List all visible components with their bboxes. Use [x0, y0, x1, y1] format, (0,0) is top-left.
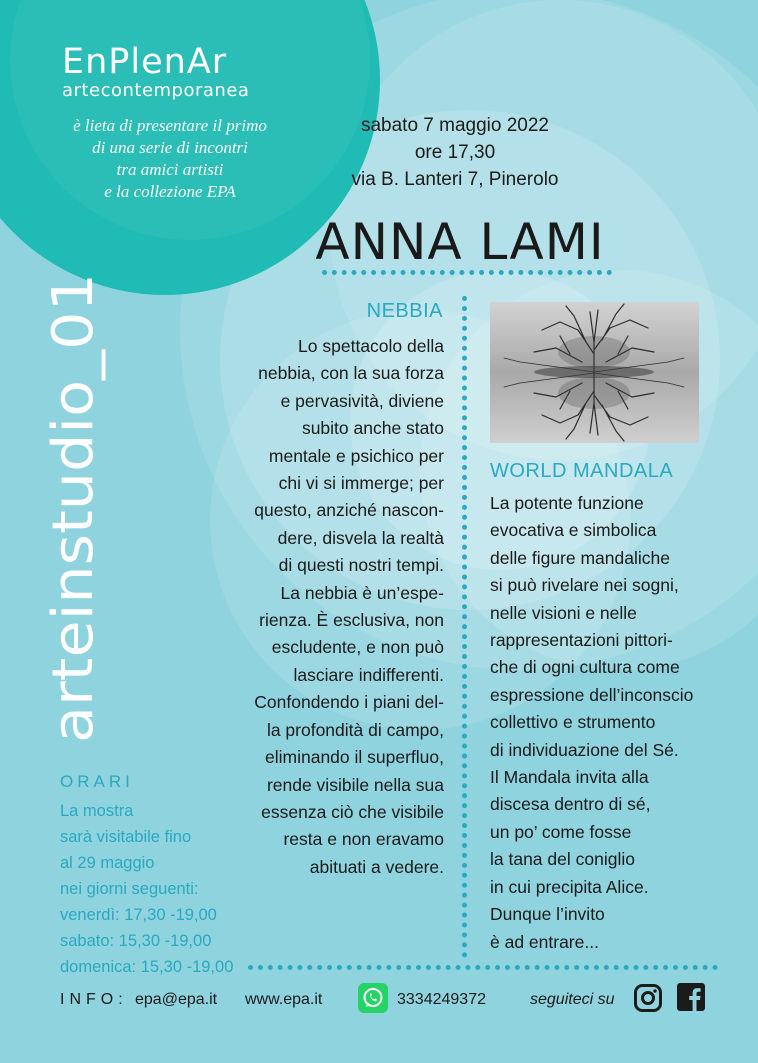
- text-line: evocativa e simbolica: [490, 520, 657, 541]
- artist-name: ANNA LAMI: [315, 213, 605, 271]
- series-label-text: arteinstudio_01: [41, 306, 106, 743]
- event-time: ore 17,30: [414, 142, 496, 163]
- text-line: di individuazione del Sé.: [490, 739, 679, 760]
- text-line: la tana del coniglio: [490, 849, 635, 870]
- text-line: delle figure mandaliche: [490, 547, 670, 568]
- event-date: sabato 7 maggio 2022: [360, 115, 550, 136]
- text-line: e pervasività, diviene: [280, 390, 444, 411]
- nebbia-heading: NEBBIA: [366, 300, 443, 322]
- text-line: sabato: 15,30 -19,00: [60, 932, 212, 950]
- intro-line: e la collezione EPA: [104, 182, 236, 201]
- text-line: subito anche stato: [301, 418, 444, 439]
- text-line: rienza. È esclusiva, non: [259, 610, 444, 631]
- intro-line: tra amici artisti: [116, 160, 224, 179]
- text-line: collettivo e strumento: [490, 712, 656, 733]
- orari-heading: ORARI: [60, 772, 134, 791]
- follow-label: seguiteci su: [530, 991, 615, 1008]
- text-line: espressione dell’inconscio: [490, 684, 694, 705]
- orari-text: [60, 798, 233, 980]
- text-line: un po’ come fosse: [490, 821, 632, 842]
- text-line: rappresentazioni pittori-: [490, 630, 673, 651]
- footer: [60, 983, 720, 1019]
- intro-line: di una serie di incontri: [92, 138, 248, 157]
- world-mandala-text: [490, 490, 693, 956]
- text-line: La nebbia è un’espe-: [280, 582, 444, 603]
- text-line: eliminando il superfluo,: [265, 747, 444, 768]
- text-line: si può rivelare nei sogni,: [490, 575, 679, 596]
- text-line: escludente, e non può: [271, 637, 444, 658]
- text-line: Lo spettacolo della: [298, 336, 444, 356]
- text-line: che di ogni cultura come: [490, 657, 680, 678]
- text-line: Confondendo i piani del-: [254, 692, 444, 713]
- text-line: Il Mandala invita alla: [490, 767, 649, 788]
- text-line: al 29 maggio: [60, 854, 155, 872]
- intro-text: [30, 115, 310, 203]
- text-line: La mostra: [60, 802, 134, 820]
- column-divider: [462, 296, 467, 958]
- text-line: sarà visitabile fino: [60, 828, 192, 846]
- text-line: la profondità di campo,: [266, 719, 444, 740]
- text-line: lasciare indifferenti.: [293, 664, 444, 685]
- intro-line: è lieta di presentare il primo: [73, 116, 267, 135]
- artwork-photo: [490, 302, 699, 443]
- website-link[interactable]: www.epa.it: [245, 991, 323, 1008]
- brand-name: EnPlenAr: [62, 42, 228, 82]
- text-line: nei giorni seguenti:: [60, 880, 199, 898]
- text-line: nelle visioni e nelle: [490, 602, 637, 623]
- text-line: Dunque l’invito: [490, 904, 605, 925]
- text-line: in cui precipita Alice.: [490, 876, 649, 897]
- text-line: abituati a vedere.: [309, 856, 444, 877]
- text-line: venerdì: 17,30 -19,00: [60, 906, 217, 924]
- text-line: questo, anziché nascon-: [254, 500, 444, 521]
- event-address: via B. Lanteri 7, Pinerolo: [351, 169, 559, 190]
- footer-divider: [248, 965, 718, 970]
- text-line: La potente funzione: [490, 493, 644, 513]
- title-divider: [322, 270, 612, 275]
- text-line: rende visibile nella sua: [266, 774, 444, 795]
- text-line: chi vi si immerge; per: [278, 473, 444, 494]
- text-line: di questi nostri tempi.: [278, 555, 444, 576]
- text-line: resta e non eravamo: [283, 829, 444, 850]
- whatsapp-icon[interactable]: [358, 983, 388, 1013]
- nebbia-text: [226, 333, 444, 881]
- event-details: [330, 112, 580, 193]
- instagram-icon[interactable]: [633, 983, 663, 1013]
- phone-number[interactable]: 3334249372: [397, 991, 486, 1008]
- email-link[interactable]: epa@epa.it: [135, 991, 218, 1008]
- world-mandala-heading: WORLD MANDALA: [490, 460, 674, 482]
- text-line: discesa dentro di sé,: [490, 794, 651, 815]
- facebook-icon[interactable]: [677, 983, 705, 1011]
- info-label: INFO:: [60, 991, 128, 1008]
- series-label: [22, 265, 112, 745]
- text-line: mentale e psichico per: [268, 445, 444, 466]
- brand-subtitle: artecontemporanea: [62, 80, 250, 101]
- text-line: è ad entrare...: [490, 931, 599, 952]
- text-line: domenica: 15,30 -19,00: [60, 958, 234, 976]
- text-line: nebbia, con la sua forza: [258, 363, 444, 384]
- text-line: dere, disvela la realtà: [277, 527, 444, 548]
- text-line: essenza ciò che visibile: [261, 801, 444, 822]
